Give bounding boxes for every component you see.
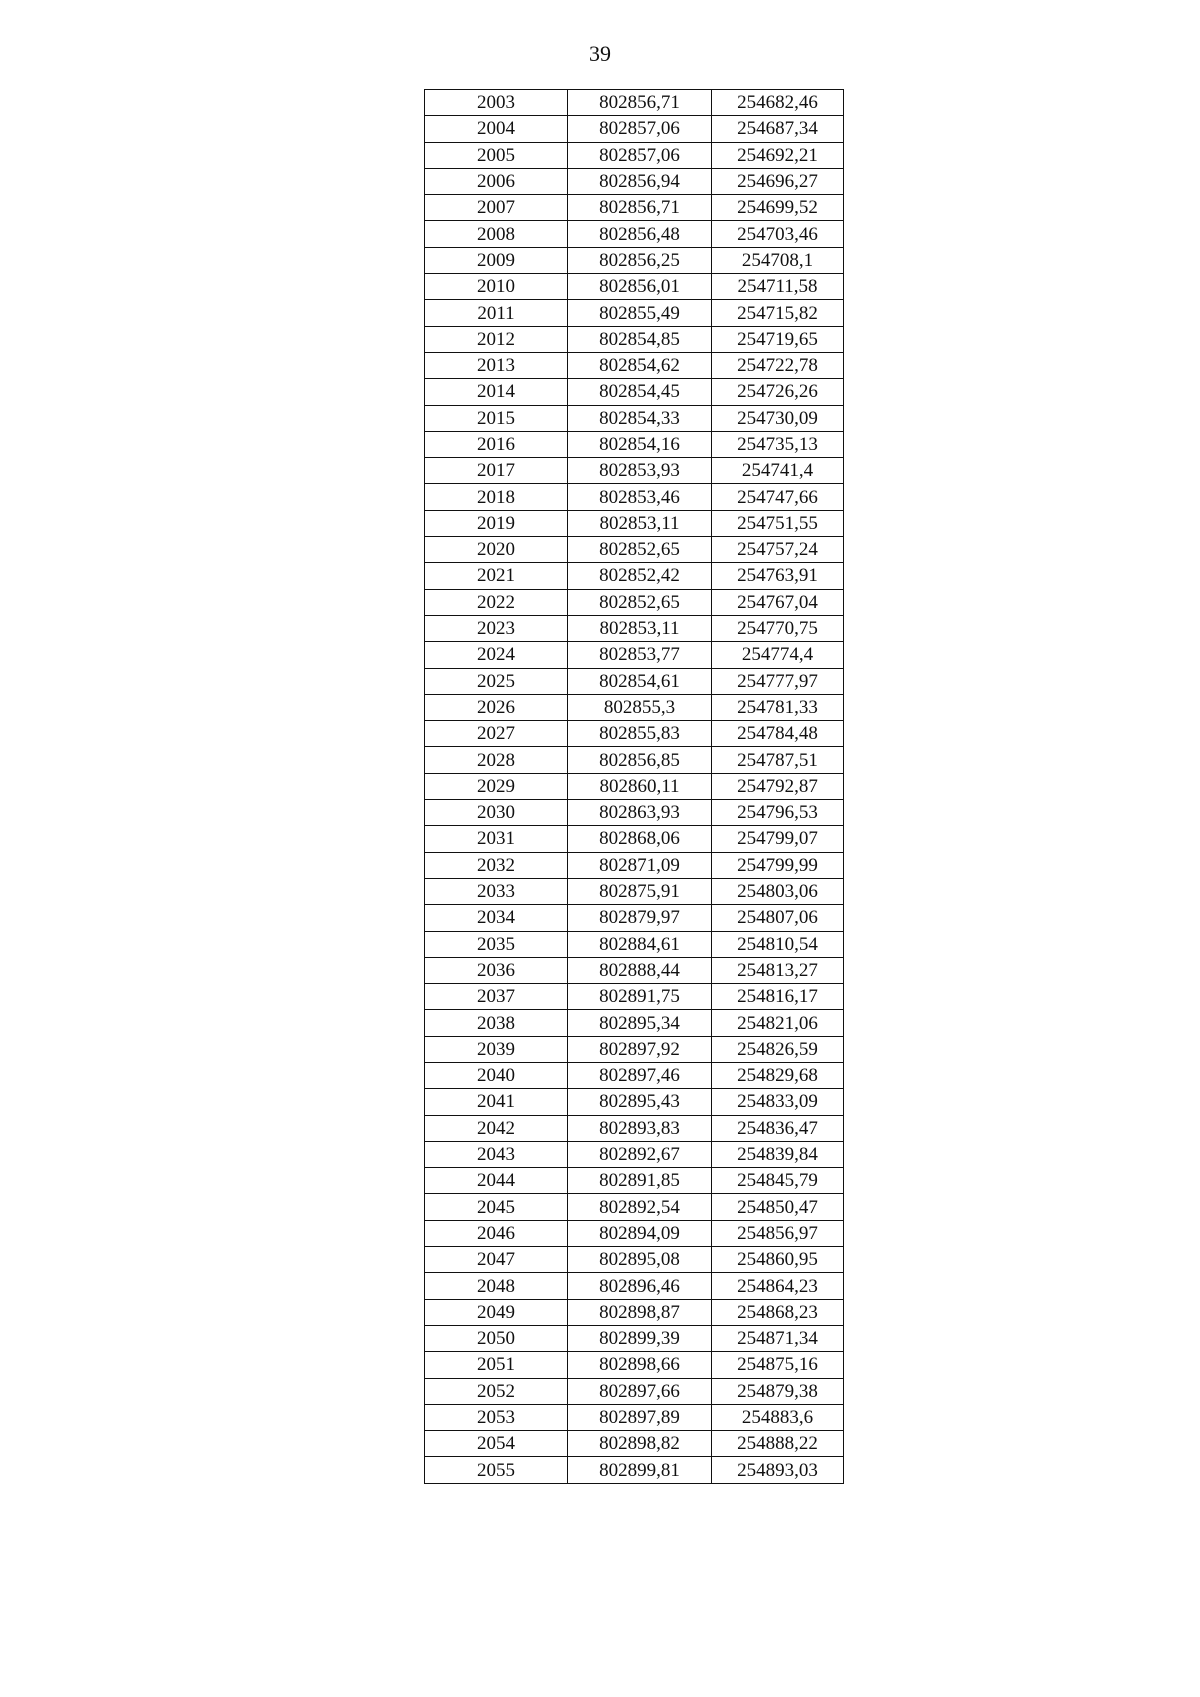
x-coordinate-cell: 802856,71: [568, 195, 712, 221]
point-number-cell: 2010: [425, 274, 568, 300]
x-coordinate-cell: 802856,71: [568, 90, 712, 116]
point-number-cell: 2033: [425, 878, 568, 904]
y-coordinate-cell: 254833,09: [712, 1089, 844, 1115]
point-number-cell: 2039: [425, 1036, 568, 1062]
point-number-cell: 2017: [425, 458, 568, 484]
y-coordinate-cell: 254735,13: [712, 431, 844, 457]
table-row: [425, 405, 844, 431]
point-number-cell: 2005: [425, 142, 568, 168]
y-coordinate-cell: 254722,78: [712, 352, 844, 378]
table-row: [425, 1194, 844, 1220]
table-row: [425, 1247, 844, 1273]
table-row: [425, 116, 844, 142]
point-number-cell: 2015: [425, 405, 568, 431]
table-row: [425, 1299, 844, 1325]
point-number-cell: 2043: [425, 1141, 568, 1167]
point-number-cell: 2024: [425, 642, 568, 668]
x-coordinate-cell: 802856,94: [568, 168, 712, 194]
x-coordinate-cell: 802897,66: [568, 1378, 712, 1404]
y-coordinate-cell: 254836,47: [712, 1115, 844, 1141]
x-coordinate-cell: 802855,49: [568, 300, 712, 326]
table-row: [425, 642, 844, 668]
point-number-cell: 2042: [425, 1115, 568, 1141]
y-coordinate-cell: 254696,27: [712, 168, 844, 194]
y-coordinate-cell: 254692,21: [712, 142, 844, 168]
point-number-cell: 2011: [425, 300, 568, 326]
table-row: [425, 195, 844, 221]
table-row: [425, 458, 844, 484]
point-number-cell: 2028: [425, 747, 568, 773]
y-coordinate-cell: 254767,04: [712, 589, 844, 615]
y-coordinate-cell: 254871,34: [712, 1325, 844, 1351]
point-number-cell: 2040: [425, 1062, 568, 1088]
x-coordinate-cell: 802854,61: [568, 668, 712, 694]
x-coordinate-cell: 802853,93: [568, 458, 712, 484]
y-coordinate-cell: 254708,1: [712, 247, 844, 273]
x-coordinate-cell: 802854,16: [568, 431, 712, 457]
table-row: [425, 1378, 844, 1404]
point-number-cell: 2048: [425, 1273, 568, 1299]
y-coordinate-cell: 254777,97: [712, 668, 844, 694]
table-row: [425, 721, 844, 747]
x-coordinate-cell: 802860,11: [568, 773, 712, 799]
point-number-cell: 2053: [425, 1404, 568, 1430]
table-row: [425, 142, 844, 168]
x-coordinate-cell: 802898,66: [568, 1352, 712, 1378]
x-coordinate-cell: 802898,87: [568, 1299, 712, 1325]
point-number-cell: 2013: [425, 352, 568, 378]
x-coordinate-cell: 802894,09: [568, 1220, 712, 1246]
x-coordinate-cell: 802856,01: [568, 274, 712, 300]
point-number-cell: 2046: [425, 1220, 568, 1246]
point-number-cell: 2026: [425, 694, 568, 720]
point-number-cell: 2023: [425, 615, 568, 641]
table-row: [425, 1089, 844, 1115]
x-coordinate-cell: 802875,91: [568, 878, 712, 904]
x-coordinate-cell: 802856,48: [568, 221, 712, 247]
y-coordinate-cell: 254883,6: [712, 1404, 844, 1430]
table-row: [425, 1273, 844, 1299]
x-coordinate-cell: 802897,92: [568, 1036, 712, 1062]
y-coordinate-cell: 254796,53: [712, 800, 844, 826]
y-coordinate-cell: 254711,58: [712, 274, 844, 300]
table-row: [425, 905, 844, 931]
table-row: [425, 1457, 844, 1483]
point-number-cell: 2007: [425, 195, 568, 221]
table-row: [425, 1036, 844, 1062]
table-row: [425, 957, 844, 983]
x-coordinate-cell: 802888,44: [568, 957, 712, 983]
y-coordinate-cell: 254845,79: [712, 1168, 844, 1194]
y-coordinate-cell: 254850,47: [712, 1194, 844, 1220]
table-row: [425, 1431, 844, 1457]
point-number-cell: 2029: [425, 773, 568, 799]
coordinates-table: [424, 89, 844, 1484]
table-row: [425, 1115, 844, 1141]
y-coordinate-cell: 254799,07: [712, 826, 844, 852]
table-row: [425, 510, 844, 536]
x-coordinate-cell: 802857,06: [568, 142, 712, 168]
y-coordinate-cell: 254687,34: [712, 116, 844, 142]
x-coordinate-cell: 802856,85: [568, 747, 712, 773]
table-row: [425, 1325, 844, 1351]
point-number-cell: 2004: [425, 116, 568, 142]
table-row: [425, 352, 844, 378]
table-row: [425, 90, 844, 116]
x-coordinate-cell: 802892,54: [568, 1194, 712, 1220]
y-coordinate-cell: 254856,97: [712, 1220, 844, 1246]
y-coordinate-cell: 254839,84: [712, 1141, 844, 1167]
x-coordinate-cell: 802897,46: [568, 1062, 712, 1088]
x-coordinate-cell: 802895,43: [568, 1089, 712, 1115]
table-row: [425, 826, 844, 852]
y-coordinate-cell: 254781,33: [712, 694, 844, 720]
x-coordinate-cell: 802854,45: [568, 379, 712, 405]
x-coordinate-cell: 802892,67: [568, 1141, 712, 1167]
table-body: [425, 90, 844, 1484]
point-number-cell: 2018: [425, 484, 568, 510]
y-coordinate-cell: 254715,82: [712, 300, 844, 326]
page-number: 39: [589, 41, 611, 66]
x-coordinate-cell: 802854,85: [568, 326, 712, 352]
y-coordinate-cell: 254763,91: [712, 563, 844, 589]
x-coordinate-cell: 802853,77: [568, 642, 712, 668]
table-row: [425, 1062, 844, 1088]
table-row: [425, 1352, 844, 1378]
x-coordinate-cell: 802854,33: [568, 405, 712, 431]
y-coordinate-cell: 254893,03: [712, 1457, 844, 1483]
x-coordinate-cell: 802899,39: [568, 1325, 712, 1351]
table-row: [425, 747, 844, 773]
y-coordinate-cell: 254726,26: [712, 379, 844, 405]
table-row: [425, 694, 844, 720]
table-row: [425, 563, 844, 589]
table-row: [425, 852, 844, 878]
point-number-cell: 2012: [425, 326, 568, 352]
x-coordinate-cell: 802853,11: [568, 615, 712, 641]
y-coordinate-cell: 254787,51: [712, 747, 844, 773]
table-row: [425, 379, 844, 405]
point-number-cell: 2044: [425, 1168, 568, 1194]
point-number-cell: 2037: [425, 984, 568, 1010]
y-coordinate-cell: 254810,54: [712, 931, 844, 957]
x-coordinate-cell: 802852,65: [568, 537, 712, 563]
x-coordinate-cell: 802895,08: [568, 1247, 712, 1273]
table-row: [425, 773, 844, 799]
table-row: [425, 878, 844, 904]
y-coordinate-cell: 254792,87: [712, 773, 844, 799]
y-coordinate-cell: 254719,65: [712, 326, 844, 352]
x-coordinate-cell: 802879,97: [568, 905, 712, 931]
x-coordinate-cell: 802895,34: [568, 1010, 712, 1036]
point-number-cell: 2041: [425, 1089, 568, 1115]
y-coordinate-cell: 254699,52: [712, 195, 844, 221]
y-coordinate-cell: 254816,17: [712, 984, 844, 1010]
table-row: [425, 300, 844, 326]
point-number-cell: 2045: [425, 1194, 568, 1220]
point-number-cell: 2003: [425, 90, 568, 116]
x-coordinate-cell: 802891,85: [568, 1168, 712, 1194]
point-number-cell: 2038: [425, 1010, 568, 1036]
table-row: [425, 221, 844, 247]
point-number-cell: 2020: [425, 537, 568, 563]
table-row: [425, 1168, 844, 1194]
x-coordinate-cell: 802871,09: [568, 852, 712, 878]
table-row: [425, 800, 844, 826]
point-number-cell: 2006: [425, 168, 568, 194]
x-coordinate-cell: 802853,46: [568, 484, 712, 510]
x-coordinate-cell: 802854,62: [568, 352, 712, 378]
y-coordinate-cell: 254864,23: [712, 1273, 844, 1299]
x-coordinate-cell: 802852,65: [568, 589, 712, 615]
x-coordinate-cell: 802853,11: [568, 510, 712, 536]
y-coordinate-cell: 254868,23: [712, 1299, 844, 1325]
point-number-cell: 2008: [425, 221, 568, 247]
y-coordinate-cell: 254829,68: [712, 1062, 844, 1088]
point-number-cell: 2035: [425, 931, 568, 957]
x-coordinate-cell: 802856,25: [568, 247, 712, 273]
y-coordinate-cell: 254799,99: [712, 852, 844, 878]
y-coordinate-cell: 254821,06: [712, 1010, 844, 1036]
table-row: [425, 589, 844, 615]
y-coordinate-cell: 254770,75: [712, 615, 844, 641]
table-row: [425, 274, 844, 300]
point-number-cell: 2050: [425, 1325, 568, 1351]
table-row: [425, 931, 844, 957]
x-coordinate-cell: 802893,83: [568, 1115, 712, 1141]
point-number-cell: 2052: [425, 1378, 568, 1404]
x-coordinate-cell: 802897,89: [568, 1404, 712, 1430]
table-row: [425, 984, 844, 1010]
y-coordinate-cell: 254682,46: [712, 90, 844, 116]
point-number-cell: 2051: [425, 1352, 568, 1378]
y-coordinate-cell: 254730,09: [712, 405, 844, 431]
y-coordinate-cell: 254784,48: [712, 721, 844, 747]
x-coordinate-cell: 802891,75: [568, 984, 712, 1010]
point-number-cell: 2021: [425, 563, 568, 589]
y-coordinate-cell: 254774,4: [712, 642, 844, 668]
x-coordinate-cell: 802855,83: [568, 721, 712, 747]
table-row: [425, 484, 844, 510]
y-coordinate-cell: 254888,22: [712, 1431, 844, 1457]
point-number-cell: 2025: [425, 668, 568, 694]
point-number-cell: 2009: [425, 247, 568, 273]
point-number-cell: 2032: [425, 852, 568, 878]
y-coordinate-cell: 254703,46: [712, 221, 844, 247]
table-row: [425, 1404, 844, 1430]
y-coordinate-cell: 254875,16: [712, 1352, 844, 1378]
y-coordinate-cell: 254826,59: [712, 1036, 844, 1062]
point-number-cell: 2054: [425, 1431, 568, 1457]
x-coordinate-cell: 802868,06: [568, 826, 712, 852]
table-row: [425, 615, 844, 641]
point-number-cell: 2022: [425, 589, 568, 615]
y-coordinate-cell: 254803,06: [712, 878, 844, 904]
table-row: [425, 668, 844, 694]
table-row: [425, 326, 844, 352]
point-number-cell: 2031: [425, 826, 568, 852]
point-number-cell: 2047: [425, 1247, 568, 1273]
x-coordinate-cell: 802855,3: [568, 694, 712, 720]
point-number-cell: 2036: [425, 957, 568, 983]
table-row: [425, 537, 844, 563]
y-coordinate-cell: 254757,24: [712, 537, 844, 563]
y-coordinate-cell: 254807,06: [712, 905, 844, 931]
point-number-cell: 2034: [425, 905, 568, 931]
point-number-cell: 2027: [425, 721, 568, 747]
x-coordinate-cell: 802898,82: [568, 1431, 712, 1457]
point-number-cell: 2019: [425, 510, 568, 536]
y-coordinate-cell: 254879,38: [712, 1378, 844, 1404]
x-coordinate-cell: 802857,06: [568, 116, 712, 142]
table-row: [425, 1010, 844, 1036]
point-number-cell: 2014: [425, 379, 568, 405]
point-number-cell: 2016: [425, 431, 568, 457]
y-coordinate-cell: 254751,55: [712, 510, 844, 536]
x-coordinate-cell: 802863,93: [568, 800, 712, 826]
table-row: [425, 247, 844, 273]
table-row: [425, 1220, 844, 1246]
x-coordinate-cell: 802896,46: [568, 1273, 712, 1299]
x-coordinate-cell: 802899,81: [568, 1457, 712, 1483]
y-coordinate-cell: 254860,95: [712, 1247, 844, 1273]
table-row: [425, 431, 844, 457]
table-row: [425, 1141, 844, 1167]
table-row: [425, 168, 844, 194]
point-number-cell: 2030: [425, 800, 568, 826]
y-coordinate-cell: 254747,66: [712, 484, 844, 510]
x-coordinate-cell: 802884,61: [568, 931, 712, 957]
point-number-cell: 2049: [425, 1299, 568, 1325]
point-number-cell: 2055: [425, 1457, 568, 1483]
y-coordinate-cell: 254813,27: [712, 957, 844, 983]
x-coordinate-cell: 802852,42: [568, 563, 712, 589]
y-coordinate-cell: 254741,4: [712, 458, 844, 484]
